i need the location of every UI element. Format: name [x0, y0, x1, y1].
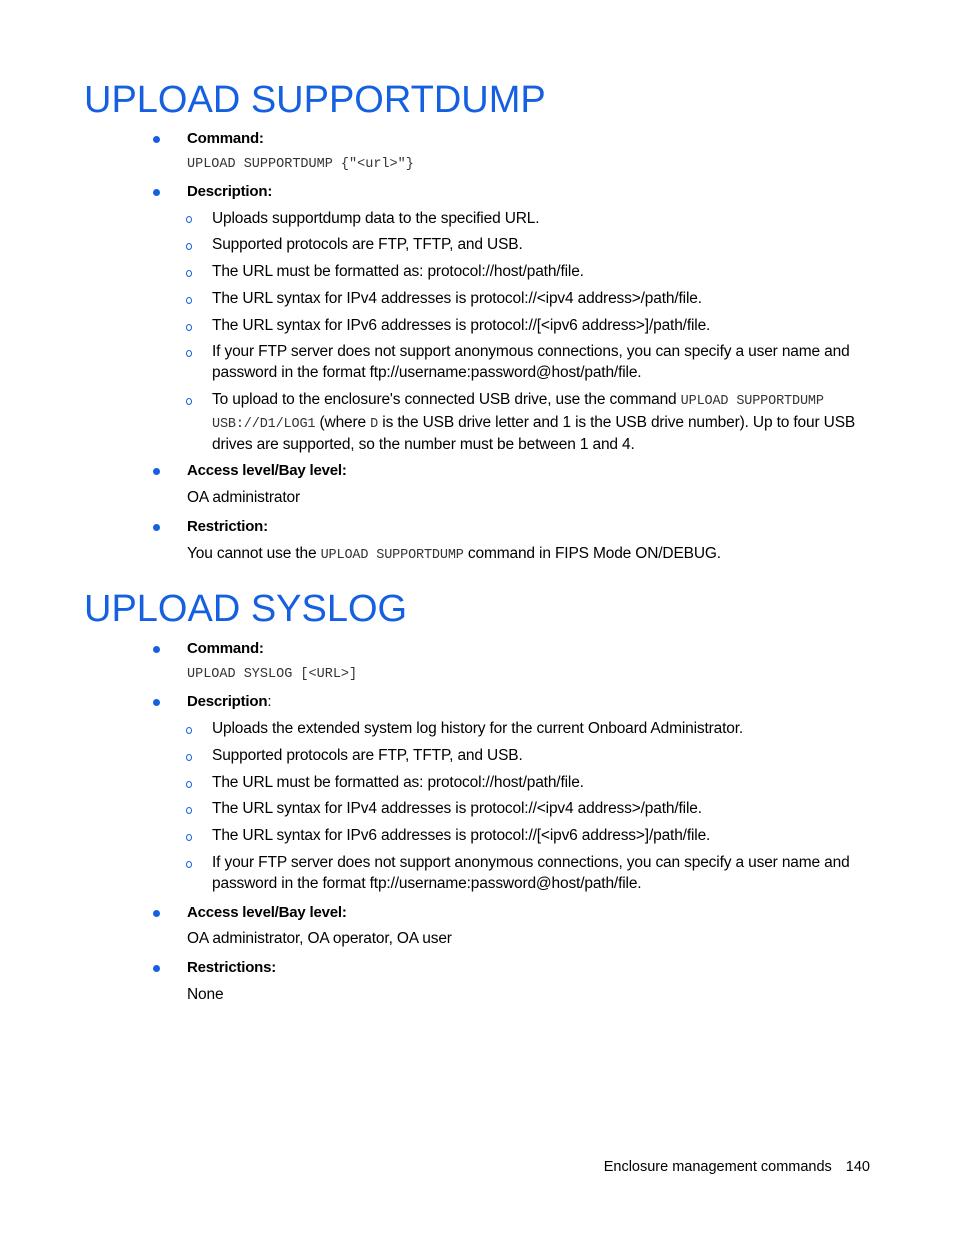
description-item: Uploads the extended system log history for the current Onboard Administrator. [212, 720, 744, 737]
description-item-usb [212, 390, 877, 456]
circle-bullet-icon [186, 243, 192, 250]
circle-bullet-icon [186, 216, 192, 223]
bullet-icon [153, 699, 160, 706]
circle-bullet-icon [186, 270, 192, 277]
description-label: Description: [187, 183, 273, 200]
bullet-icon [153, 136, 160, 143]
circle-bullet-icon [186, 350, 192, 357]
description-item: The URL syntax for IPv6 addresses is protocol://[<ipv6 address>]/path/file. [212, 827, 711, 844]
usb-text-2: (where [315, 413, 371, 431]
description-item: Uploads supportdump data to the specified URL. [212, 210, 540, 227]
circle-bullet-icon [186, 781, 192, 788]
description-label-colon: : [267, 693, 272, 710]
circle-bullet-icon [186, 754, 192, 761]
description-item: If your FTP server does not support anonymous connections, you can specify a user name and password in the format ftp://username:password@host/path/file. [212, 854, 850, 892]
bullet-icon [153, 524, 160, 531]
description-label [187, 692, 271, 712]
description-item: If your FTP server does not support anonymous connections, you can specify a user name and password in the format ftp://username:password@host/path/file. [212, 343, 850, 381]
command-syntax: UPLOAD SYSLOG [<URL>] [187, 667, 358, 682]
bullet-icon [153, 646, 160, 653]
access-level-label: Access level/Bay level: [187, 462, 347, 479]
circle-bullet-icon [186, 861, 192, 868]
command-label: Command: [187, 640, 264, 657]
description-item: The URL must be formatted as: protocol://host/path/file. [212, 774, 584, 791]
command-syntax: UPLOAD SUPPORTDUMP {"<url>"} [187, 157, 414, 172]
description-item: The URL syntax for IPv4 addresses is protocol://<ipv4 address>/path/file. [212, 290, 702, 307]
description-item: Supported protocols are FTP, TFTP, and USB. [212, 236, 523, 253]
circle-bullet-icon [186, 324, 192, 331]
page-footer [604, 1157, 870, 1177]
restriction-value [187, 544, 877, 567]
bullet-icon [153, 189, 160, 196]
footer-section-name: Enclosure management commands [603, 1159, 832, 1175]
command-label: Command: [187, 130, 264, 147]
restriction-command-code: UPLOAD SUPPORTDUMP [320, 548, 464, 563]
description-item: The URL must be formatted as: protocol://host/path/file. [212, 263, 584, 280]
usb-drive-letter-code: D [370, 416, 379, 432]
bullet-icon [153, 965, 160, 972]
restrictions-label: Restrictions: [187, 959, 277, 976]
bullet-icon [153, 468, 160, 475]
circle-bullet-icon [186, 834, 192, 841]
usb-text-1: To upload to the enclosure's connected USB drive, use the command [212, 391, 681, 408]
section-title-upload-syslog: UPLOAD SYSLOG [84, 588, 408, 630]
circle-bullet-icon [186, 398, 192, 405]
circle-bullet-icon [186, 727, 192, 734]
usb-command-code: UPLOAD SUPPORTDUMP USB://D1/LOG1 [212, 394, 824, 432]
access-level-value: OA administrator, OA operator, OA user [187, 930, 452, 947]
bullet-icon [153, 910, 160, 917]
restriction-text-2: command in FIPS Mode ON/DEBUG. [463, 545, 721, 562]
circle-bullet-icon [186, 807, 192, 814]
circle-bullet-icon [186, 297, 192, 304]
restrictions-value: None [187, 986, 224, 1003]
access-level-value: OA administrator [187, 489, 301, 506]
restriction-text-1: You cannot use the [187, 545, 321, 562]
page-number: 140 [845, 1159, 870, 1175]
usb-text-3: is the USB drive letter and 1 is the USB drive number). Up to four USB drives are supported, so the number must be between 1 and 4. [212, 413, 856, 453]
access-level-label: Access level/Bay level: [187, 904, 347, 921]
restriction-label: Restriction: [187, 518, 268, 535]
description-item: Supported protocols are FTP, TFTP, and USB. [212, 747, 523, 764]
description-label-text: Description [187, 693, 268, 710]
section-title-upload-supportdump: UPLOAD SUPPORTDUMP [84, 79, 546, 121]
description-item: The URL syntax for IPv6 addresses is protocol://[<ipv6 address>]/path/file. [212, 317, 711, 334]
description-item: The URL syntax for IPv4 addresses is protocol://<ipv4 address>/path/file. [212, 800, 702, 817]
